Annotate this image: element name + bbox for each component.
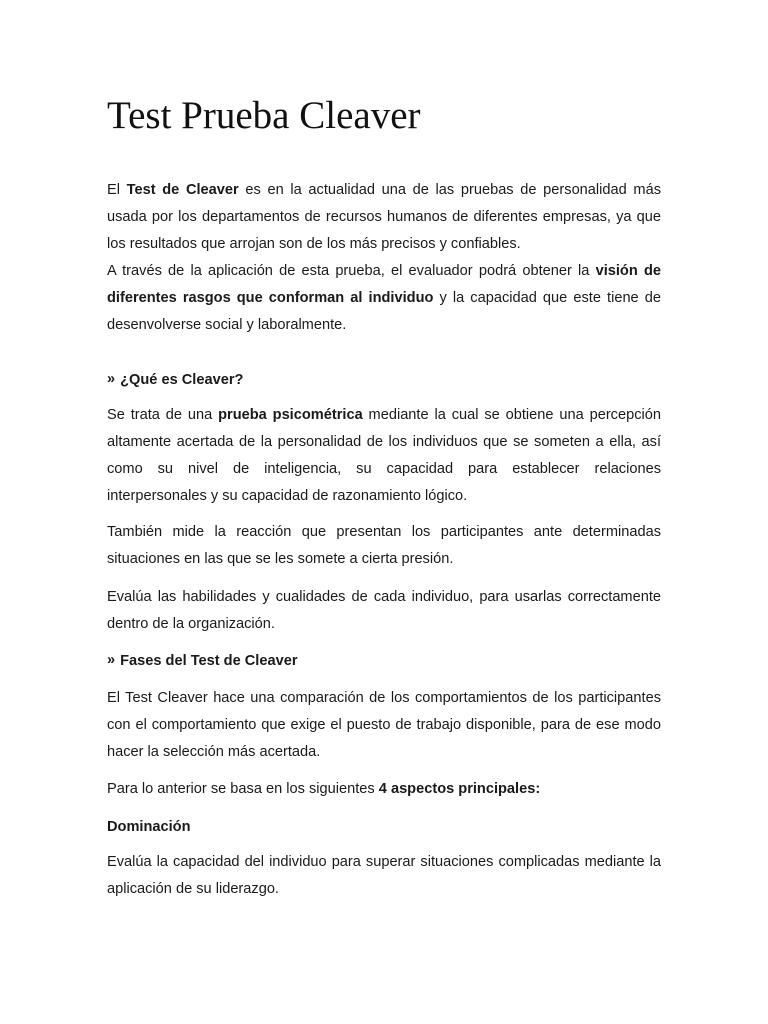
intro-paragraph-2: [107, 258, 661, 339]
intro-p1-text-a: El: [107, 182, 127, 198]
section2-p2-text-a: Para lo anterior se basa en los siguientes: [107, 781, 379, 797]
double-chevron-right-icon: »: [107, 652, 116, 668]
section1-p1-bold: prueba psicométrica: [218, 407, 363, 423]
section1-paragraph-2: También mide la reacción que presentan los participantes ante determinadas situaciones en las que se les somete a cierta presión.: [107, 524, 661, 567]
intro-p1-text-c: es en la actualidad una de las pruebas de personalidad más usada por los departamentos de recursos humanos de diferentes empresas, ya que los resultados que arrojan son de los más precisos y confiables.: [107, 182, 661, 252]
section-heading-fases: [107, 648, 298, 675]
document-title: Test Prueba Cleaver: [107, 94, 421, 137]
intro-p2-text-c: y la capacidad que este tiene de desenvolverse social y laboralmente.: [107, 290, 661, 333]
section1-heading-text: ¿Qué es Cleaver?: [120, 372, 244, 388]
section1-p1-text-c: mediante la cual se obtiene una percepción altamente acertada de la personalidad de los individuos que se someten a ella, así como su nivel de inteligencia, su capacidad para establecer relaciones interpersonales y su capacidad de razonamiento lógico.: [107, 407, 661, 504]
section1-paragraph-1: [107, 402, 661, 510]
sub-heading-dominacion: Dominación: [107, 819, 191, 835]
double-chevron-right-icon: »: [107, 371, 116, 387]
section2-paragraph-2: [107, 776, 661, 803]
intro-p1-bold: Test de Cleaver: [126, 182, 239, 198]
section2-paragraph-1: El Test Cleaver hace una comparación de los comportamientos de los participantes con el comportamiento que exige el puesto de trabajo disponible, para de ese modo hacer la selección más acertada.: [107, 690, 661, 760]
intro-p2-bold: visión de diferentes rasgos que conforman al individuo: [107, 263, 661, 306]
section2-p2-bold: 4 aspectos principales:: [378, 781, 541, 797]
section2-paragraph-3: Evalúa la capacidad del individuo para superar situaciones complicadas mediante la aplicación de su liderazgo.: [107, 854, 661, 897]
section1-paragraph-3: Evalúa las habilidades y cualidades de cada individuo, para usarlas correctamente dentro de la organización.: [107, 589, 661, 632]
intro-p2-text-a: A través de la aplicación de esta prueba, el evaluador podrá obtener la: [107, 263, 596, 279]
section1-p1-text-a: Se trata de una: [107, 407, 219, 423]
intro-paragraph-1: [107, 177, 661, 258]
section2-heading-text: Fases del Test de Cleaver: [120, 653, 298, 669]
section-heading-que-es-cleaver: [107, 367, 243, 394]
